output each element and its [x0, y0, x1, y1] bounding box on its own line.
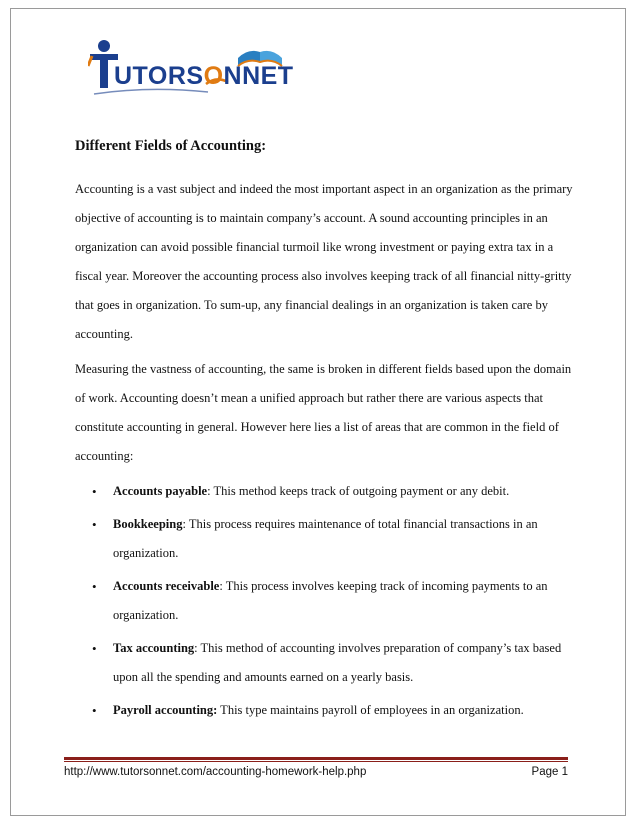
page-number: Page 1 — [531, 766, 568, 778]
list-item: • Tax accounting: This method of accounting involves preparation of company’s tax based upon all the spending and amounts earned on a yearly basis. — [113, 634, 575, 692]
list-item: • Bookkeeping: This process requires maintenance of total financial transactions in an organization. — [113, 510, 575, 568]
list-item-desc: This method of accounting involves preparation of company’s tax based upon all the spending and amounts earned on a yearly basis. — [113, 641, 562, 684]
list-item-desc: This process requires maintenance of total financial transactions in an organization. — [113, 517, 538, 560]
list-item: • Accounts payable: This method keeps track of outgoing payment or any debit. — [113, 477, 575, 506]
document-body — [75, 138, 575, 729]
logo-wordmark: UTORSONNET — [114, 62, 294, 90]
footer-divider — [64, 757, 568, 762]
list-item-term: Tax accounting — [113, 641, 195, 655]
paragraph-fields: Measuring the vastness of accounting, the same is broken in different fields based upon the domain of work. Accounting doesn’t mean a unified approach but rather there are various aspects that constitute accounting in general. However here lies a list of areas that are common in the field of accounting: — [75, 362, 572, 463]
paragraph-intro: Accounting is a vast subject and indeed the most important aspect in an organization as the primary objective of accounting is to maintain company’s account. A sound accounting principles in an organization can avoid possible financial turmoil like wrong investment or paying extra tax in a fiscal year. Moreover the accounting process also involves keeping track of all financial nitty-gritty that goes in organization. To sum-up, any financial dealings in an organization is taken care by accounting. — [75, 182, 573, 341]
list-item-term: Accounts payable — [113, 484, 208, 498]
footer-url-link[interactable]: http://www.tutorsonnet.com/accounting-homework-help.php — [64, 766, 367, 778]
list-item-desc: This process involves keeping track of incoming payments to an organization. — [113, 579, 548, 622]
section-heading: Different Fields of Accounting: — [75, 138, 267, 154]
list-item-term: Accounts receivable — [113, 579, 220, 593]
list-item — [113, 696, 575, 725]
list-item: • Accounts receivable: This process involves keeping track of incoming payments to an organization. — [113, 572, 575, 630]
list-item-term: Payroll accounting: — [113, 703, 218, 717]
list-item-desc: This method keeps track of outgoing payment or any debit. — [210, 484, 510, 498]
tutorsonnet-logo — [88, 36, 298, 102]
accounting-fields-list — [75, 477, 575, 725]
list-item-desc: This type maintains payroll of employees in an organization. — [217, 703, 524, 717]
list-item-term: Bookkeeping — [113, 517, 183, 531]
